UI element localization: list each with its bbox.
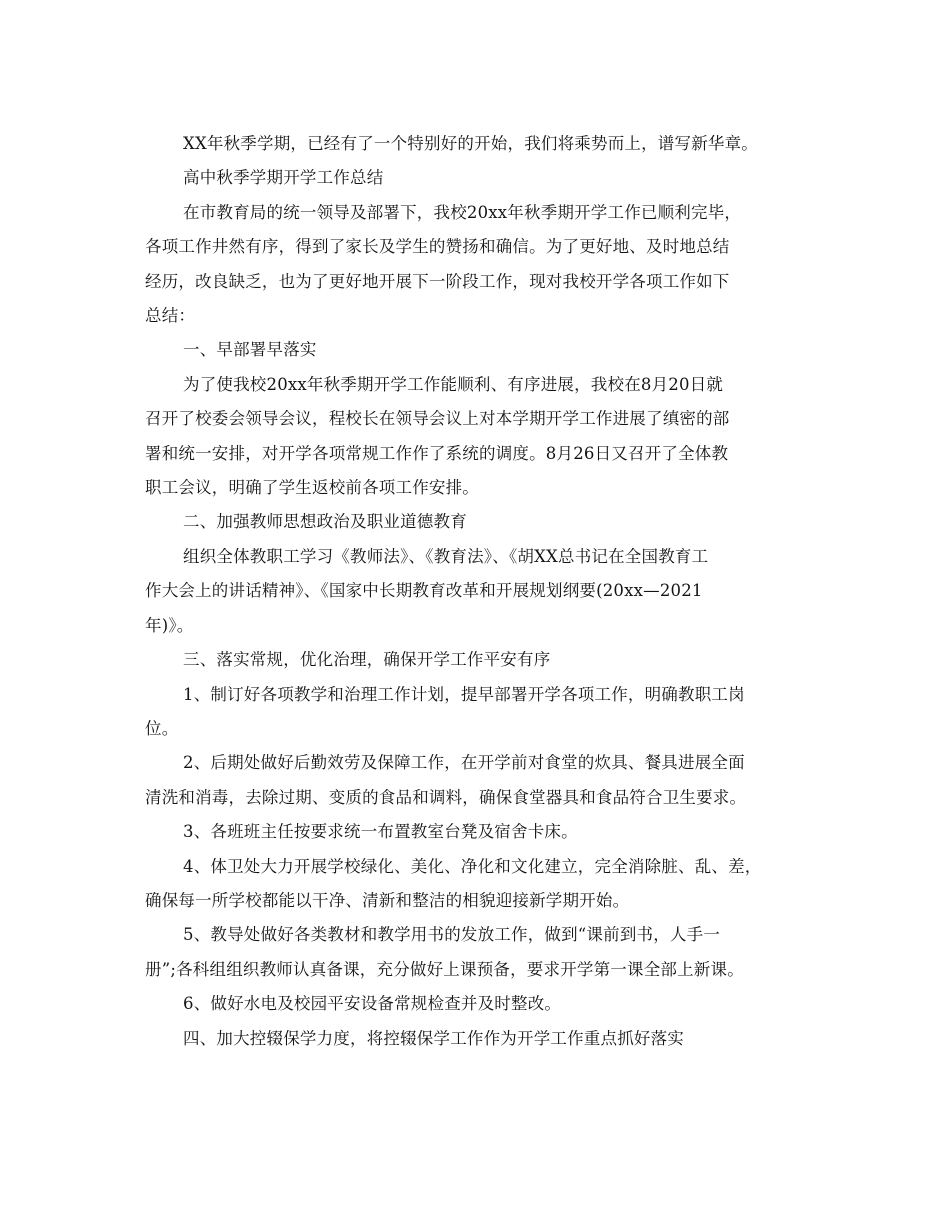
text-line: 5、教导处做好各类教材和教学用书的发放工作，做到“课前到书，人手一 [183,925,721,945]
text-line: 高中秋季学期开学工作总结 [183,168,384,188]
text-line: 召开了校委会领导会议，程校长在领导会议上对本学期开学工作进展了缜密的部 [145,409,730,429]
text-line: 组织全体教职工学习《教师法》、《教育法》、《胡XX总书记在全国教育工 [183,546,709,566]
text-line: 册”;各科组组织教师认真备课，充分做好上课预备，要求开学第一课全部上新课。 [145,959,744,979]
text-line: 在市教育局的统一领导及部署下，我校20xx年秋季期开学工作已顺利完毕， [183,202,742,222]
text-line: XX年秋季学期，已经有了一个特别好的开始，我们将乘势而上，谱写新华章。 [183,134,758,153]
text-line: 各项工作井然有序，得到了家长及学生的赞扬和确信。为了更好地、及时地总结 [145,237,730,257]
text-line: 署和统一安排，对开学各项常规工作作了系统的调度。8月26日又召开了全体教 [145,443,729,463]
text-line: 年)》。 [145,615,194,635]
text-line: 位。 [145,718,179,738]
text-line: 2、后期处做好后勤效劳及保障工作，在开学前对食堂的炊具、餐具进展全面 [183,753,745,773]
text-line: 确保每一所学校都能以干净、清新和整洁的相貌迎接新学期开始。 [145,890,630,910]
text-line: 四、加大控辍保学力度，将控辍保学工作作为开学工作重点抓好落实 [183,1028,684,1048]
text-line: 6、做好水电及校园平安设备常规检查并及时整改。 [183,994,562,1014]
text-line: 作大会上的讲话精神》、《国家中长期教育改革和开展规划纲要(20xx—2021 [145,581,703,601]
text-line: 经历，改良缺乏，也为了更好地开展下一阶段工作，现对我校开学各项工作如下 [145,271,730,291]
text-line: 职工会议，明确了学生返校前各项工作安排。 [145,478,479,498]
document-body [145,127,820,1056]
text-line: 一、早部署早落实 [183,340,317,360]
text-line: 清洗和消毒，去除过期、变质的食品和调料，确保食堂器具和食品符合卫生要求。 [145,787,747,807]
text-line: 1、制订好各项教学和治理工作计划，提早部署开学各项工作，明确教职工岗 [183,684,745,704]
text-line: 3、各班班主任按要求统一布置教室台凳及宿舍卡床。 [183,822,578,842]
text-line: 总结： [145,306,196,326]
text-line: 二、加强教师思想政治及职业道德教育 [183,512,467,532]
text-line: 为了使我校20xx年秋季期开学工作能顺利、有序进展，我校在8月20日就 [183,374,724,394]
text-line: 三、落实常规，优化治理，确保开学工作平安有序 [183,650,551,670]
text-line: 4、体卫处大力开展学校绿化、美化、净化和文化建立，完全消除脏、乱、差， [183,856,762,876]
